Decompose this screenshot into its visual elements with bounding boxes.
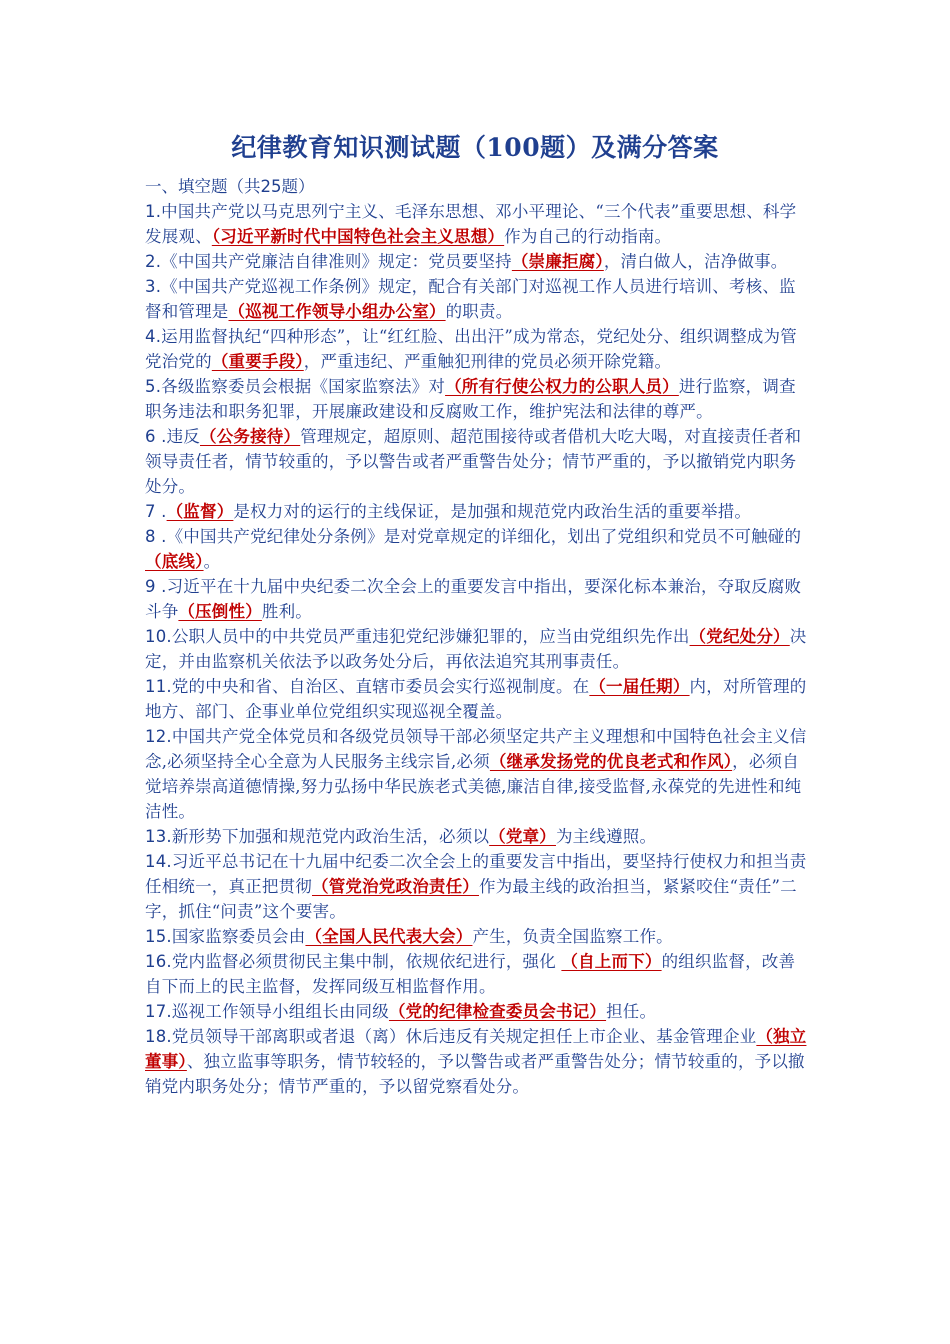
document-title: 纪律教育知识测试题（100题）及满分答案 — [231, 133, 719, 162]
question-14 — [145, 849, 810, 924]
question-text-after: 管理规定，超原则、超范围接待或者借机大吃大喝，对直接责任者和领导责任者，情节较重的，予以警告或者严重警告处分；情节严重的，予以撤销党内职务处分。 — [145, 427, 802, 496]
answer-blank: （公务接待） — [200, 427, 301, 446]
question-text-before: 公职人员中的中共党员严重违犯党纪涉嫌犯罪的，应当由党组织先作出 — [171, 627, 690, 646]
question-7 — [145, 499, 810, 524]
answer-blank: （独立董事） — [145, 1027, 807, 1071]
question-16 — [145, 949, 810, 999]
question-number: 8 . — [145, 527, 167, 546]
document-body — [145, 174, 810, 1099]
question-6 — [145, 424, 810, 499]
question-text-after: ，严重违纪、严重触犯刑律的党员必须开除党籍。 — [303, 352, 672, 371]
question-text-before: 违反 — [166, 427, 200, 446]
answer-blank: （党纪处分） — [689, 627, 790, 646]
answer-blank: （管党治党政治责任） — [312, 877, 479, 896]
question-text-before: 党员领导干部离职或者退（离）休后违反有关规定担任上市企业、基金管理企业 — [171, 1027, 757, 1046]
question-5 — [145, 374, 810, 424]
question-number: 16. — [145, 952, 172, 971]
question-text-after: 进行监察，调查职务违法和职务犯罪，开展廉政建设和反腐败工作，维护宪法和法律的尊严。 — [145, 377, 796, 421]
answer-blank: （党的纪律检查委员会书记） — [388, 1002, 607, 1021]
answer-blank: （巡视工作领导小组办公室） — [228, 302, 446, 321]
question-17 — [145, 999, 810, 1024]
question-number: 1. — [145, 202, 162, 221]
question-number: 15. — [145, 927, 172, 946]
question-2 — [145, 249, 810, 274]
answer-blank: （监督） — [166, 502, 234, 521]
question-number: 6 . — [145, 427, 167, 446]
answer-blank: （党章） — [489, 827, 556, 846]
answer-blank: （压倒性） — [178, 602, 262, 621]
answer-blank: （习近平新时代中国特色社会主义思想） — [211, 227, 505, 246]
question-text-after: 的职责。 — [445, 302, 513, 321]
question-text-before: 《中国共产党巡视工作条例》规定，配合有关部门对巡视工作人员进行培训、考核、监督和管理是 — [145, 277, 796, 321]
question-number: 12. — [145, 727, 172, 746]
question-text-after: 决定，并由监察机关依法予以政务处分后，再依法追究其刑事责任。 — [145, 627, 807, 671]
question-number: 11. — [145, 677, 172, 696]
question-4 — [145, 324, 810, 374]
question-text-before: 党的中央和省、自治区、直辖市委员会实行巡视制度。在 — [171, 677, 590, 696]
question-number: 18. — [145, 1027, 172, 1046]
question-number: 10. — [145, 627, 172, 646]
question-11 — [145, 674, 810, 724]
question-text-before: 《中国共产党纪律处分条例》是对党章规定的详细化，划出了党组织和党员不可触碰的 — [166, 527, 802, 546]
question-text-after: 胜利。 — [261, 602, 313, 621]
question-number: 13. — [145, 827, 172, 846]
question-number: 2. — [145, 252, 162, 271]
question-text-after: 产生，负责全国监察工作。 — [472, 927, 673, 946]
question-text-before: 《中国共产党廉洁自律准则》规定：党员要坚持 — [161, 252, 512, 271]
question-13 — [145, 824, 810, 849]
question-text-after: ，清白做人，洁净做事。 — [603, 252, 788, 271]
question-text-after: ，必须自觉培养崇高道德情操,努力弘扬中华民族老式美德,廉洁自律,接受监督,永葆党的先进性和纯洁性。 — [145, 752, 802, 821]
answer-blank: （崇廉拒腐） — [511, 252, 604, 271]
question-text-after: 作为自己的行动指南。 — [504, 227, 672, 246]
question-text-after: 为主线遵照。 — [555, 827, 657, 846]
question-text-before: 党内监督必须贯彻民主集中制，依规依纪进行，强化 — [171, 952, 562, 971]
question-text-after: 内，对所管理的地方、部门、企事业单位党组织实现巡视全覆盖。 — [145, 677, 807, 721]
question-3 — [145, 274, 810, 324]
question-text-before: 各级监察委员会根据《国家监察法》对 — [161, 377, 446, 396]
question-text-before: 巡视工作领导小组组长由同级 — [171, 1002, 389, 1021]
answer-blank: （继承发扬党的优良老式和作风） — [489, 752, 733, 771]
question-1 — [145, 199, 810, 249]
question-number: 17. — [145, 1002, 172, 1021]
question-8 — [145, 524, 810, 574]
question-text-after: 、独立监事等职务，情节较轻的，予以警告或者严重警告处分；情节较重的，予以撤销党内职务处分；情节严重的，予以留党察看处分。 — [145, 1052, 805, 1096]
answer-blank: （底线） — [145, 552, 204, 571]
question-number: 7 . — [145, 502, 167, 521]
question-15 — [145, 924, 810, 949]
question-text-before: 运用监督执纪“四种形态”，让“红红脸、出出汗”成为常态，党纪处分、组织调整成为管党治党的 — [145, 327, 797, 371]
question-9 — [145, 574, 810, 624]
question-text-after: 的组织监督，改善自下而上的民主监督，发挥同级互相监督作用。 — [145, 952, 796, 996]
answer-blank: （所有行使公权力的公职人员） — [445, 377, 679, 396]
question-text-after: 作为最主线的政治担当，紧紧咬住“责任”二字，抓住“问责”这个要害。 — [145, 877, 797, 921]
question-text-before: 中国共产党以马克思列宁主义、毛泽东思想、邓小平理论、“三个代表”重要思想、科学发展观、 — [145, 202, 797, 246]
question-18 — [145, 1024, 810, 1099]
answer-blank: （全国人民代表大会） — [305, 927, 473, 946]
answer-blank: （自上而下） — [561, 952, 662, 971]
answer-blank: （一届任期） — [589, 677, 690, 696]
question-text-before: 国家监察委员会由 — [171, 927, 306, 946]
question-number: 3. — [145, 277, 162, 296]
question-number: 14. — [145, 852, 172, 871]
question-text-before: 习近平总书记在十九届中纪委二次全会上的重要发言中指出，要坚持行使权力和担当责任相统一，真正把贯彻 — [145, 852, 807, 896]
question-number: 9 . — [145, 577, 167, 596]
question-text-after: 。 — [203, 552, 221, 571]
question-number: 5. — [145, 377, 162, 396]
question-10 — [145, 624, 810, 674]
answer-blank: （重要手段） — [211, 352, 304, 371]
question-12 — [145, 724, 810, 824]
question-text-before: 习近平在十九届中央纪委二次全会上的重要发言中指出，要深化标本兼治，夺取反腐败斗争 — [145, 577, 802, 621]
question-number: 4. — [145, 327, 162, 346]
question-text-before: 中国共产党全体党员和各级党员领导干部必须坚定共产主义理想和中国特色社会主义信念,必须坚持全心全意为人民服务主线宗旨,必须 — [145, 727, 807, 771]
section-heading: 一、填空题（共25题） — [145, 177, 315, 196]
question-text-after: 担任。 — [606, 1002, 657, 1021]
question-text-before: 新形势下加强和规范党内政治生活，必须以 — [171, 827, 490, 846]
question-text-after: 是权力对的运行的主线保证，是加强和规范党内政治生活的重要举措。 — [233, 502, 752, 521]
